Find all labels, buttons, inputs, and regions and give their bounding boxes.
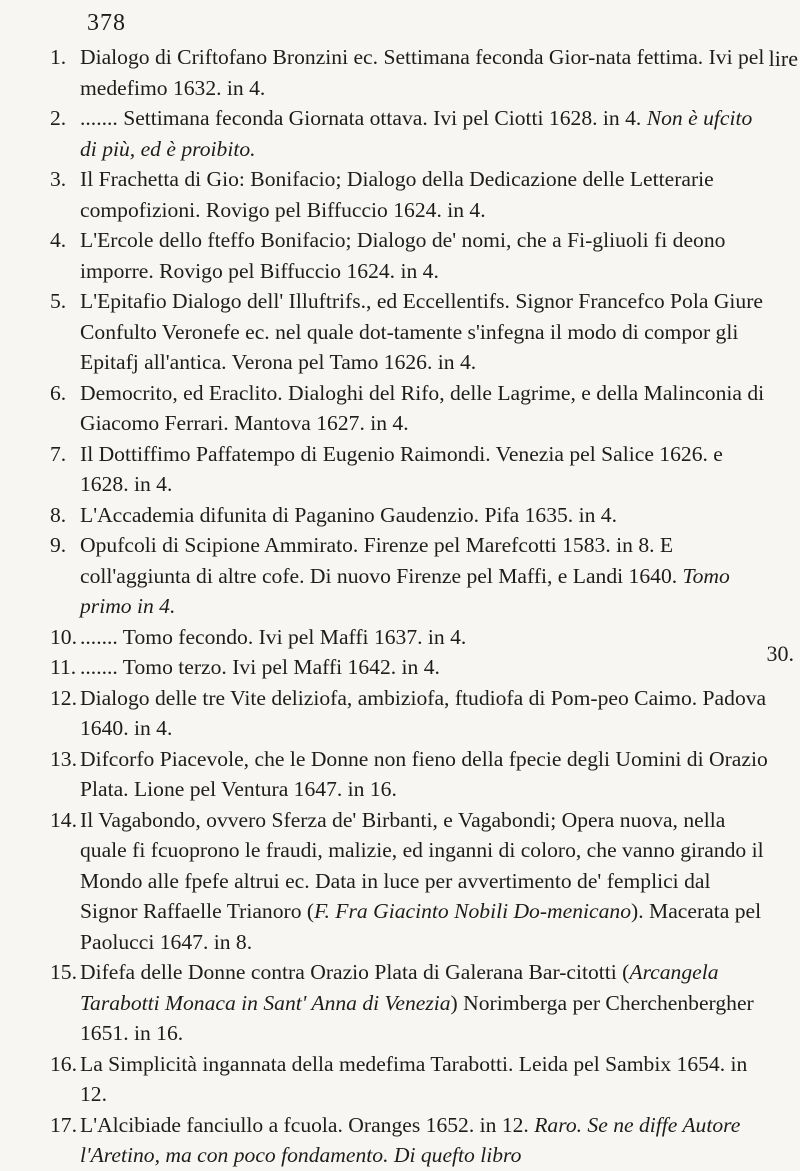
entry-note: Raro. Se ne diffe Autore l'Aretino, ma con poco fondamento. Di quefto libro <box>80 1112 741 1167</box>
entry-number: 5. <box>50 289 67 313</box>
entry <box>50 805 768 958</box>
entry-number: 17. <box>50 1112 77 1137</box>
entry-text <box>80 805 768 958</box>
entry-number: 7. <box>50 441 67 466</box>
entry <box>50 652 768 683</box>
entry-text: Dialogo di Criftofano Bronzini ec. Settimana feconda Gior-nata fettima. Ivi pel medefimo 1632. in 4. <box>80 45 765 100</box>
entry-number: 11. <box>50 655 77 679</box>
entry <box>50 103 768 164</box>
entry <box>50 1049 768 1110</box>
entry-text: Il Dottiffimo Paffatempo di Eugenio Raimondi. Venezia pel Salice 1626. e 1628. in 4. <box>80 441 723 496</box>
entry <box>50 530 768 622</box>
entry-number: 16. <box>50 1051 77 1076</box>
entry-text-main: ....... Settimana feconda Giornata ottava. Ivi pel Ciotti 1628. in 4. <box>80 106 642 130</box>
entry <box>50 1110 768 1171</box>
entry-text: Difcorfo Piacevole, che le Donne non fieno della fpecie degli Uomini di Orazio Plata. Lione pel Ventura 1647. in 16. <box>80 746 768 801</box>
entry-number: 10. <box>50 624 77 649</box>
entry-note: Arcangela Tarabotti Monaca in Sant' Anna di Venezia <box>80 960 719 1015</box>
entry-text: ....... Tomo terzo. Ivi pel Maffi 1642. in 4. <box>80 655 440 679</box>
entry-text: La Simplicità ingannata della medefima Tarabotti. Leida pel Sambix 1654. in 12. <box>80 1051 748 1106</box>
entry <box>50 225 768 286</box>
entry-number: 6. <box>50 380 67 405</box>
entry-number: 3. <box>50 167 67 191</box>
entry-text: L'Epitafio Dialogo dell' Illuftrifs., ed Eccellentifs. Signor Francefco Pola Giure Confulto Veronefe ec. nel quale dot-tamente s'infegna il modo di compor gli Epitafj all'antica. Verona pel Tamo 1626. in 4. <box>80 289 763 374</box>
entry-number: 12. <box>50 685 77 710</box>
entry <box>50 744 768 805</box>
entry-text-main: Difefa delle Donne contra Orazio Plata di Galerana Bar-citotti ( <box>80 960 630 984</box>
margin-note: 30. <box>766 641 794 666</box>
entry-text: Democrito, ed Eraclito. Dialoghi del Rifo, delle Lagrime, e della Malinconia di Giacomo Ferrari. Mantova 1627. in 4. <box>80 380 765 435</box>
entry-number: 9. <box>50 533 67 557</box>
page-number: 378 <box>87 10 126 36</box>
entry <box>50 500 768 531</box>
entry-number: 2. <box>50 106 67 130</box>
entry-text: Dialogo delle tre Vite deliziofa, ambiziofa, ftudiofa di Pom-peo Caimo. Padova 1640. in 4. <box>80 685 767 740</box>
entry-text: L'Ercole dello fteffo Bonifacio; Dialogo de' nomi, che a Fi-gliuoli fi deono imporre. Rovigo pel Biffuccio 1624. in 4. <box>80 228 726 283</box>
entry-text <box>80 957 768 1049</box>
entry-number: 15. <box>50 960 77 984</box>
entry-text-main: Opufcoli di Scipione Ammirato. Firenze pel Marefcotti 1583. in 8. E coll'aggiunta di altre cofe. Di nuovo Firenze pel Maffi, e Landi 1640. <box>80 533 678 588</box>
entry-text-after: ) Norimberga per Cherchenbergher 1651. in 16. <box>80 990 754 1045</box>
entry-text <box>80 530 768 622</box>
running-head-right: lire <box>768 46 798 71</box>
entry <box>50 378 768 439</box>
entry <box>50 164 768 225</box>
entry <box>50 683 768 744</box>
entry <box>50 439 768 500</box>
entry-text-after: ). Macerata pel Paolucci 1647. in 8. <box>80 899 762 954</box>
entry-text: Il Frachetta di Gio: Bonifacio; Dialogo della Dedicazione delle Letterarie compofizioni. Rovigo pel Biffuccio 1624. in 4. <box>80 167 714 222</box>
entry-note: F. Fra Giacinto Nobili Do-menicano <box>314 899 631 923</box>
catalog-entries <box>50 42 768 1171</box>
entry-note: Non è ufcito di più, ed è proibito. <box>80 106 753 161</box>
entry <box>50 957 768 1049</box>
entry-note: Tomo primo in 4. <box>80 563 730 618</box>
entry-text <box>80 103 768 164</box>
entry-text-main: Il Vagabondo, ovvero Sferza de' Birbanti, e Vagabondi; Opera nuova, nella quale fi fcuoprono le fraudi, malizie, ed inganni di coloro, che vanno girando il Mondo alle fpefe altrui ec. Data in luce per avvertimento de' femplici dal Signor Raffaelle Trianoro ( <box>80 807 764 923</box>
entry <box>50 622 768 653</box>
entry-number: 14. <box>50 807 77 832</box>
entry-text: L'Accademia difunita di Paganino Gaudenzio. Pifa 1635. in 4. <box>80 502 617 527</box>
entry-number: 4. <box>50 228 67 252</box>
entry-text-main: L'Alcibiade fanciullo a fcuola. Oranges 1652. in 12. <box>80 1112 529 1137</box>
entry-text <box>80 1110 768 1171</box>
entry <box>50 286 768 378</box>
entry-number: 1. <box>50 45 67 69</box>
entry-text: ....... Tomo fecondo. Ivi pel Maffi 1637. in 4. <box>80 624 467 649</box>
entry <box>50 42 768 103</box>
entry-number: 8. <box>50 502 67 527</box>
entry-number: 13. <box>50 746 77 771</box>
